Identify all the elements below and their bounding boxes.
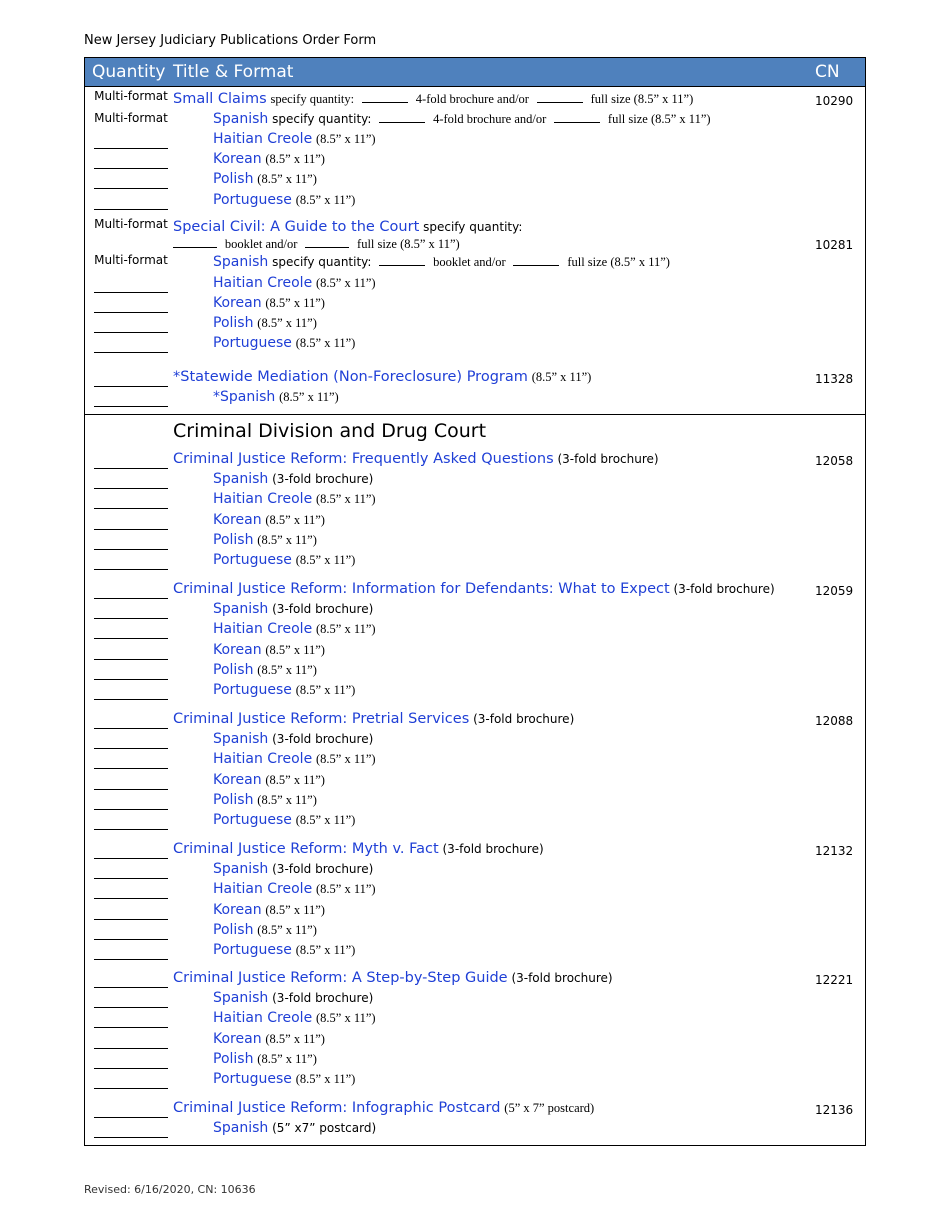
language-title[interactable]: Portuguese	[213, 552, 292, 568]
language-entry	[213, 471, 373, 487]
publication-row	[85, 841, 865, 861]
language-title[interactable]: Polish	[213, 661, 254, 678]
quantity-input[interactable]	[94, 312, 168, 313]
format-label: (8.5” x 11”)	[316, 492, 376, 507]
mediation-title[interactable]: *Statewide Mediation (Non-Foreclosure) Program	[173, 369, 528, 385]
full-size-label: full size (8.5” x 11”)	[357, 237, 460, 251]
language-title[interactable]: Haitian Creole	[213, 131, 313, 147]
quantity-input[interactable]	[94, 939, 168, 940]
language-title[interactable]: Spanish	[213, 861, 269, 878]
page-title: New Jersey Judiciary Publications Order Form	[84, 33, 377, 48]
quantity-input[interactable]	[94, 488, 168, 489]
small-claims-spanish-entry	[213, 111, 711, 127]
language-entry	[213, 532, 317, 548]
language-row	[85, 1031, 865, 1051]
small-claims-spanish-title[interactable]: Spanish	[213, 111, 269, 127]
quantity-input[interactable]	[94, 1027, 168, 1028]
format-label: (8.5” x 11”)	[265, 152, 325, 166]
quantity-input[interactable]	[94, 987, 168, 988]
publication-title[interactable]: Criminal Justice Reform: Information for Defendants: What to Expect	[173, 581, 670, 597]
format-label: (5” x7” postcard)	[272, 1121, 377, 1136]
quantity-input[interactable]	[94, 508, 168, 509]
language-entry	[213, 552, 355, 568]
small-claims-korean-row	[85, 151, 865, 171]
small-claims-spanish-row	[85, 111, 865, 131]
full-size-label: full size (8.5” x 11”)	[567, 255, 670, 269]
format-label: (8.5” x 11”)	[531, 370, 592, 384]
publication-row	[85, 1100, 865, 1120]
quantity-input[interactable]	[94, 809, 168, 810]
format-label: (8.5” x 11”)	[257, 922, 317, 937]
language-entry	[213, 731, 373, 747]
language-row	[85, 1051, 865, 1071]
language-row	[85, 902, 865, 922]
quantity-input[interactable]	[94, 959, 168, 960]
quantity-input[interactable]	[94, 529, 168, 530]
language-title[interactable]: Polish	[213, 791, 254, 808]
mediation-spanish-title[interactable]: *Spanish	[213, 389, 276, 405]
format-label: (8.5” x 11”)	[316, 622, 376, 637]
quantity-input[interactable]	[94, 1048, 168, 1049]
mediation-row	[85, 369, 865, 389]
special-civil-polish-row	[85, 315, 865, 335]
language-title[interactable]: Spanish	[213, 601, 269, 618]
language-title[interactable]: Haitian Creole	[213, 275, 313, 291]
publication-row	[85, 581, 865, 601]
quantity-input[interactable]	[94, 878, 168, 879]
quantity-input[interactable]	[94, 1088, 168, 1089]
format-label: (8.5” x 11”)	[316, 882, 376, 897]
language-title[interactable]: Korean	[213, 151, 262, 167]
language-row	[85, 942, 865, 962]
language-title[interactable]: Korean	[213, 295, 262, 311]
quantity-input[interactable]	[94, 898, 168, 899]
publication-row	[85, 970, 865, 990]
special-civil-spanish-title[interactable]: Spanish	[213, 254, 269, 270]
language-entry	[213, 942, 355, 958]
language-row	[85, 682, 865, 702]
quantity-input[interactable]	[94, 148, 168, 149]
quantity-input[interactable]	[94, 352, 168, 353]
format-label: (8.5” x 11”)	[265, 772, 325, 787]
language-title[interactable]: Portuguese	[213, 682, 292, 698]
quantity-input[interactable]	[94, 468, 168, 469]
language-entry	[213, 642, 325, 658]
format-label: (8.5” x 11”)	[295, 943, 356, 957]
language-title[interactable]: Haitian Creole	[213, 1010, 313, 1027]
language-title[interactable]: Korean	[213, 1030, 262, 1047]
special-civil-title[interactable]: Special Civil: A Guide to the Court	[173, 219, 420, 235]
spanish-booklet-quantity-input[interactable]	[379, 254, 425, 266]
format-label: (3-fold brochure)	[557, 452, 659, 466]
quantity-input[interactable]	[94, 292, 168, 293]
language-row	[85, 491, 865, 511]
language-title[interactable]: Spanish	[213, 731, 269, 748]
language-title[interactable]: Portuguese	[213, 812, 292, 828]
quantity-input[interactable]	[94, 209, 168, 210]
language-row	[85, 922, 865, 942]
language-row	[85, 792, 865, 812]
quantity-input[interactable]	[94, 829, 168, 830]
small-claims-polish-row	[85, 171, 865, 191]
language-entry	[213, 861, 373, 877]
booklet-label: booklet and/or	[433, 255, 506, 269]
language-title[interactable]: Haitian Creole	[213, 881, 313, 898]
spanish-row	[85, 601, 865, 621]
language-title[interactable]: Polish	[213, 1050, 254, 1067]
special-civil-quantity-row	[85, 236, 865, 256]
language-title[interactable]: Haitian Creole	[213, 621, 313, 638]
language-entry	[213, 1010, 376, 1026]
language-entry	[213, 881, 376, 897]
spanish-row	[85, 1120, 865, 1140]
quantity-input[interactable]	[94, 168, 168, 169]
publication-entry	[173, 970, 613, 986]
language-entry	[213, 990, 373, 1006]
title-format-column-header: Title & Format	[173, 62, 294, 82]
quantity-input[interactable]	[94, 858, 168, 859]
quantity-input[interactable]	[94, 1137, 168, 1138]
spanish-fold4-quantity-input[interactable]	[379, 111, 425, 123]
format-label: (8.5” x 11”)	[279, 390, 339, 404]
quantity-input[interactable]	[94, 1117, 168, 1118]
mediation-cn: 11328	[815, 372, 854, 386]
publication-cn: 12132	[815, 844, 854, 858]
language-row	[85, 642, 865, 662]
language-row	[85, 512, 865, 532]
publication-entry	[173, 711, 574, 727]
criminal-section	[85, 415, 865, 1145]
format-label: (5” x 7” postcard)	[504, 1101, 595, 1115]
language-entry	[213, 662, 317, 678]
special-civil-portuguese-row	[85, 335, 865, 355]
language-row	[85, 751, 865, 771]
language-title[interactable]: Korean	[213, 901, 262, 918]
format-label: (8.5” x 11”)	[257, 1051, 317, 1066]
publication-title[interactable]: Criminal Justice Reform: Pretrial Services	[173, 711, 470, 727]
specify-quantity-text: specify quantity:	[272, 112, 372, 126]
multi-format-label: Multi-format	[94, 217, 168, 231]
quantity-input[interactable]	[94, 1068, 168, 1069]
quantity-input[interactable]	[94, 549, 168, 550]
language-entry	[213, 751, 376, 767]
spanish-row	[85, 990, 865, 1010]
language-title[interactable]: Portuguese	[213, 942, 292, 958]
publication-title[interactable]: Criminal Justice Reform: A Step-by-Step Guide	[173, 970, 508, 986]
language-title[interactable]: Portuguese	[213, 335, 292, 351]
multi-format-label: Multi-format	[94, 253, 168, 267]
spanish-full-size-quantity-input[interactable]	[513, 254, 559, 266]
publication-title[interactable]: Criminal Justice Reform: Myth v. Fact	[173, 841, 439, 857]
format-label: (3-fold brochure)	[272, 991, 374, 1006]
spanish-row	[85, 471, 865, 491]
publication-title[interactable]: Criminal Justice Reform: Frequently Asked Questions	[173, 451, 554, 467]
publication-entry	[173, 451, 659, 467]
language-title[interactable]: Korean	[213, 511, 262, 528]
publication-title[interactable]: Criminal Justice Reform: Infographic Postcard	[173, 1100, 501, 1116]
multi-format-label: Multi-format	[94, 111, 168, 125]
language-entry	[213, 902, 325, 918]
quantity-input[interactable]	[94, 789, 168, 790]
format-label: (8.5” x 11”)	[316, 276, 376, 290]
booklet-quantity-input[interactable]	[173, 236, 217, 248]
quantity-input[interactable]	[94, 699, 168, 700]
language-title[interactable]: Korean	[213, 771, 262, 788]
format-label: (3-fold brochure)	[673, 582, 775, 596]
format-label: (8.5” x 11”)	[295, 1072, 356, 1086]
language-row	[85, 532, 865, 552]
language-row	[85, 662, 865, 682]
format-label: (3-fold brochure)	[272, 602, 374, 617]
small-claims-cn: 10290	[815, 94, 854, 108]
revision-footer: Revised: 6/16/2020, CN: 10636	[84, 1183, 256, 1196]
order-form-table	[84, 57, 866, 1146]
format-label: (8.5” x 11”)	[316, 1011, 376, 1026]
quantity-input[interactable]	[94, 406, 168, 407]
language-title[interactable]: Polish	[213, 531, 254, 548]
language-title[interactable]: Polish	[213, 921, 254, 938]
format-label: (8.5” x 11”)	[257, 532, 317, 547]
quantity-input[interactable]	[94, 1007, 168, 1008]
multi-format-label: Multi-format	[94, 89, 168, 103]
cn-column-header: CN	[815, 62, 840, 82]
language-entry	[213, 682, 355, 698]
format-label: (8.5” x 11”)	[265, 296, 325, 310]
language-title[interactable]: Haitian Creole	[213, 491, 313, 508]
language-entry	[213, 812, 355, 828]
special-civil-korean-row	[85, 295, 865, 315]
language-row	[85, 1071, 865, 1091]
language-entry	[213, 512, 325, 528]
format-label: (3-fold brochure)	[473, 712, 575, 726]
section-heading: Criminal Division and Drug Court	[173, 420, 487, 442]
format-label: (8.5” x 11”)	[265, 1031, 325, 1046]
language-row	[85, 772, 865, 792]
language-entry	[213, 1031, 325, 1047]
language-entry	[213, 621, 376, 637]
publication-cn: 12221	[815, 973, 854, 987]
quantity-input[interactable]	[94, 332, 168, 333]
language-entry	[213, 1120, 376, 1136]
language-row	[85, 881, 865, 901]
quantity-column-header: Quantity	[92, 62, 166, 82]
civil-section	[85, 87, 865, 415]
quantity-input[interactable]	[94, 188, 168, 189]
specify-quantity-text: specify quantity:	[272, 255, 372, 269]
language-entry	[213, 772, 325, 788]
quantity-input[interactable]	[94, 919, 168, 920]
format-label: (8.5” x 11”)	[257, 316, 317, 330]
language-row	[85, 552, 865, 572]
fold4-label: 4-fold brochure and/or	[415, 92, 529, 106]
language-entry	[213, 491, 376, 507]
publication-entry	[173, 1100, 594, 1116]
small-claims-entry	[173, 91, 693, 107]
small-claims-title[interactable]: Small Claims	[173, 91, 267, 107]
format-label: (3-fold brochure)	[511, 971, 613, 985]
format-label: (8.5” x 11”)	[265, 902, 325, 917]
quantity-input[interactable]	[94, 659, 168, 660]
format-label: (8.5” x 11”)	[257, 792, 317, 807]
small-claims-row	[85, 91, 865, 111]
language-title[interactable]: Spanish	[213, 471, 269, 488]
language-entry	[213, 601, 373, 617]
language-row	[85, 621, 865, 641]
format-label: (3-fold brochure)	[442, 842, 544, 856]
small-claims-portuguese-row	[85, 192, 865, 212]
publication-cn: 12059	[815, 584, 854, 598]
language-title[interactable]: Haitian Creole	[213, 751, 313, 768]
publication-cn: 12058	[815, 454, 854, 468]
specify-quantity-text: specify quantity:	[423, 220, 523, 234]
format-label: (8.5” x 11”)	[316, 752, 376, 767]
full-size-label: full size (8.5” x 11”)	[590, 92, 694, 106]
format-label: (8.5” x 11”)	[295, 683, 356, 697]
quantity-input[interactable]	[94, 569, 168, 570]
publication-row	[85, 451, 865, 471]
publication-entry	[173, 841, 544, 857]
quantity-input[interactable]	[94, 679, 168, 680]
quantity-input[interactable]	[94, 748, 168, 749]
quantity-input[interactable]	[94, 638, 168, 639]
language-title[interactable]: Portuguese	[213, 1071, 292, 1087]
language-row	[85, 812, 865, 832]
quantity-input[interactable]	[94, 386, 168, 387]
format-label: (8.5” x 11”)	[257, 172, 317, 186]
fold4-quantity-input[interactable]	[362, 91, 408, 103]
language-entry	[213, 1051, 317, 1067]
format-label: (8.5” x 11”)	[257, 662, 317, 677]
small-claims-haitian-row	[85, 131, 865, 151]
special-civil-haitian-row	[85, 275, 865, 295]
publication-cn: 12136	[815, 1103, 854, 1117]
special-civil-spanish-row	[85, 254, 865, 274]
language-title[interactable]: Polish	[213, 315, 254, 331]
format-label: (3-fold brochure)	[272, 862, 374, 877]
language-title[interactable]: Spanish	[213, 1120, 269, 1137]
format-label: (3-fold brochure)	[272, 472, 374, 487]
mediation-spanish-row	[85, 389, 865, 409]
quantity-input[interactable]	[94, 728, 168, 729]
special-civil-cn: 10281	[815, 238, 854, 252]
format-label: (8.5” x 11”)	[265, 642, 325, 657]
language-row	[85, 1010, 865, 1030]
full-size-quantity-input[interactable]	[537, 91, 583, 103]
format-label: (8.5” x 11”)	[295, 813, 356, 827]
format-label: (8.5” x 11”)	[295, 336, 356, 350]
publication-entry	[173, 581, 775, 597]
language-title[interactable]: Polish	[213, 171, 254, 187]
language-entry	[213, 922, 317, 938]
publication-cn: 12088	[815, 714, 854, 728]
format-label: (8.5” x 11”)	[295, 193, 356, 207]
booklet-label: booklet and/or	[224, 237, 298, 251]
specify-quantity-text: specify quantity:	[270, 92, 355, 106]
full-size-label: full size (8.5” x 11”)	[607, 112, 711, 126]
fold4-label: 4-fold brochure and/or	[433, 112, 547, 126]
language-title[interactable]: Spanish	[213, 990, 269, 1007]
format-label: (8.5” x 11”)	[295, 553, 356, 567]
quantity-input[interactable]	[94, 768, 168, 769]
spanish-row	[85, 731, 865, 751]
language-title[interactable]: Korean	[213, 641, 262, 658]
language-entry	[213, 792, 317, 808]
spanish-row	[85, 861, 865, 881]
publication-row	[85, 711, 865, 731]
language-entry	[213, 1071, 355, 1087]
full-size-quantity-input[interactable]	[305, 236, 349, 248]
language-title[interactable]: Portuguese	[213, 192, 292, 208]
column-header-row	[85, 58, 865, 87]
format-label: (8.5” x 11”)	[265, 512, 325, 527]
quantity-input[interactable]	[94, 618, 168, 619]
spanish-full-size-quantity-input[interactable]	[554, 111, 600, 123]
quantity-input[interactable]	[94, 598, 168, 599]
format-label: (8.5” x 11”)	[316, 132, 376, 146]
format-label: (3-fold brochure)	[272, 732, 374, 747]
